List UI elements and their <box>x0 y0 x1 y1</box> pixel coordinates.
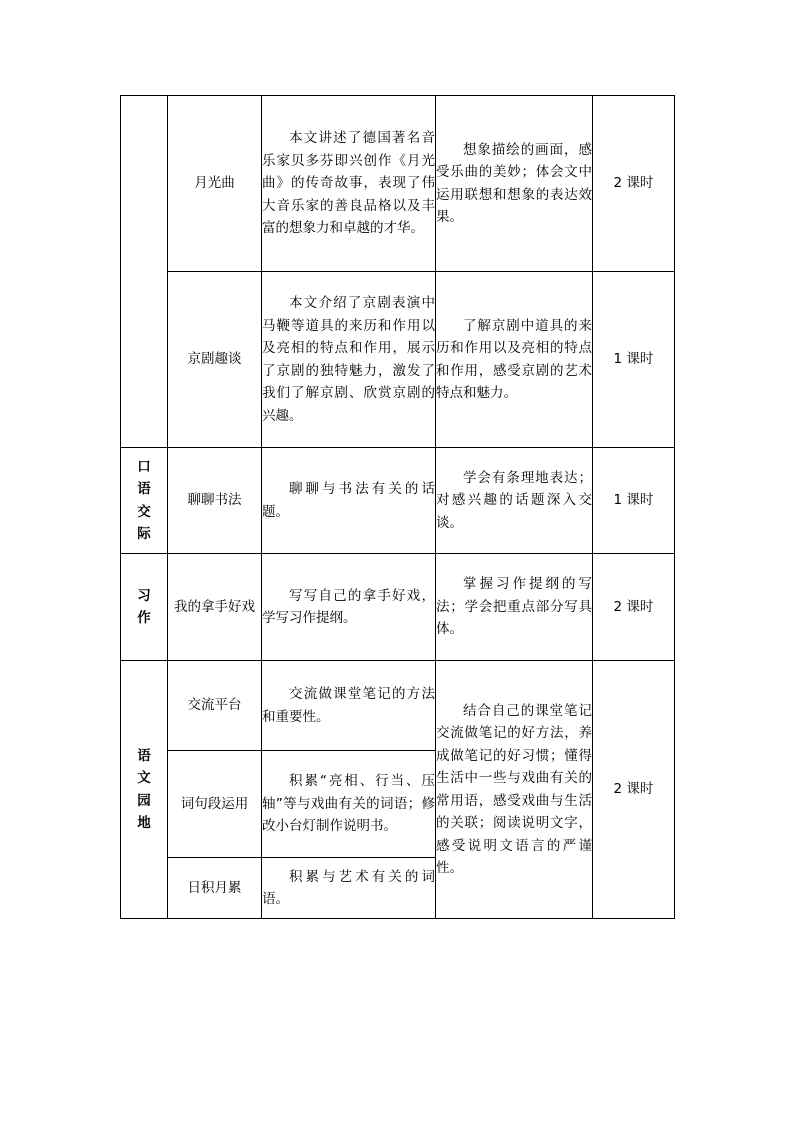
section-cell-empty <box>121 96 168 448</box>
lesson-content: 本文介绍了京剧表演中马鞭等道具的来历和作用以及亮相的特点和作用，展示了京剧的独特魅力，激发了我们了解京剧、欣赏京剧的兴趣。 <box>262 272 436 448</box>
section-label: 习作 <box>121 554 168 661</box>
table-row <box>121 554 675 661</box>
lesson-content: 交流做课堂笔记的方法和重要性。 <box>262 661 436 751</box>
lesson-hours: 2 课时 <box>593 661 675 919</box>
lesson-title: 京剧趣谈 <box>168 272 262 448</box>
lesson-hours: 2 课时 <box>593 554 675 661</box>
lesson-title: 我的拿手好戏 <box>168 554 262 661</box>
lesson-content: 聊聊与书法有关的话题。 <box>262 448 436 554</box>
table-row <box>121 448 675 554</box>
lesson-title: 交流平台 <box>168 661 262 751</box>
table-row <box>121 96 675 272</box>
lesson-plan-table <box>120 95 675 919</box>
lesson-title: 聊聊书法 <box>168 448 262 554</box>
lesson-hours: 1 课时 <box>593 448 675 554</box>
lesson-content: 本文讲述了德国著名音乐家贝多芬即兴创作《月光曲》的传奇故事，表现了伟大音乐家的善良品格以及丰富的想象力和卓越的才华。 <box>262 96 436 272</box>
lesson-goal: 结合自己的课堂笔记交流做笔记的好方法，养成做笔记的好习惯；懂得生活中一些与戏曲有关的常用语，感受戏曲与生活的关联；阅读说明文字，感受说明文语言的严谨性。 <box>436 661 593 919</box>
lesson-goal: 想象描绘的画面，感受乐曲的美妙；体会文中运用联想和想象的表达效果。 <box>436 96 593 272</box>
lesson-goal: 学会有条理地表达；对感兴趣的话题深入交谈。 <box>436 448 593 554</box>
lesson-content: 写写自己的拿手好戏，学写习作提纲。 <box>262 554 436 661</box>
table-row <box>121 272 675 448</box>
lesson-goal: 了解京剧中道具的来历和作用以及亮相的特点和作用，感受京剧的艺术特点和魅力。 <box>436 272 593 448</box>
section-label: 语文园地 <box>121 661 168 919</box>
lesson-hours: 2 课时 <box>593 96 675 272</box>
section-label: 口语交际 <box>121 448 168 554</box>
lesson-title: 日积月累 <box>168 858 262 919</box>
lesson-content: 积累与艺术有关的词语。 <box>262 858 436 919</box>
lesson-hours: 1 课时 <box>593 272 675 448</box>
table-row <box>121 661 675 751</box>
lesson-title: 月光曲 <box>168 96 262 272</box>
lesson-content: 积累“亮相、行当、压轴”等与戏曲有关的词语；修改小台灯制作说明书。 <box>262 751 436 858</box>
lesson-goal: 掌握习作提纲的写法；学会把重点部分写具体。 <box>436 554 593 661</box>
lesson-title: 词句段运用 <box>168 751 262 858</box>
